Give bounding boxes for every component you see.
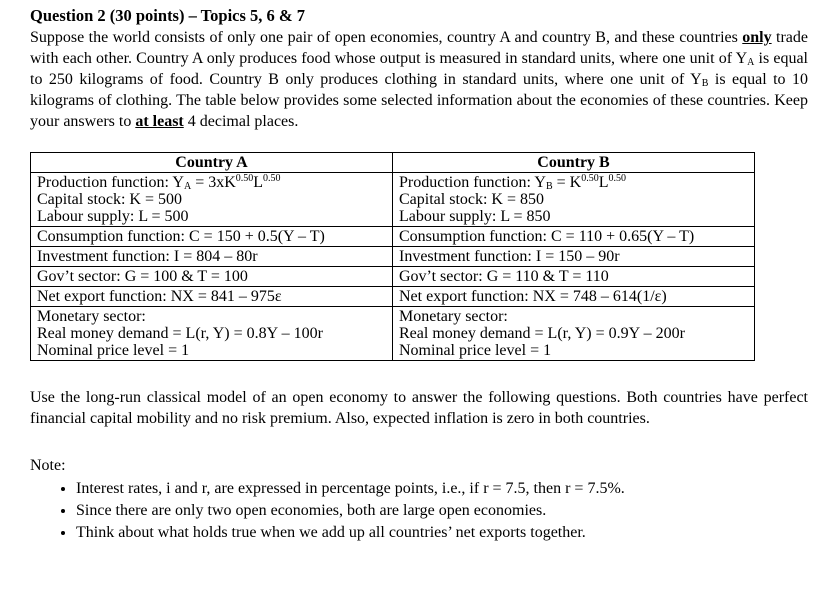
list-item: • Interest rates, i and r, are expressed in percentage points, i.e., if r = 7.5, then r = 7.5%. [76,478,808,500]
list-item: • Since there are only two open economies, both are large open economies. [76,500,808,522]
money-demand: Real money demand = L(r, Y) = 0.8Y – 100r [37,325,323,342]
intro-subscript-b: B [701,78,709,89]
production-subscript: B [545,181,553,192]
intro-paragraph [30,27,808,132]
production-capital: = K [552,174,582,191]
model-instructions: Use the long-run classical model of an open economy to answer the following questions. Both countries have perfect financial capital mobility and no risk premium. Also, expected inflation is zero in both countries. [30,389,808,427]
intro-text-3: is equal to 250 kilograms of food. Country B only produces clothing in standard units, where one unit of Y [30,50,809,88]
country-a-gov-sector: Gov’t sector: G = 100 & T = 100 [31,267,393,287]
capital-exponent: 0.50 [235,173,254,184]
money-demand: Real money demand = L(r, Y) = 0.9Y – 200r [399,325,685,342]
question-heading: Question 2 (30 points) – Topics 5, 6 & 7 [30,6,306,25]
country-b-capital: Capital stock: K = 850 [399,191,545,208]
labour-exponent: 0.50 [263,173,281,184]
country-b-gov-sector: Gov’t sector: G = 110 & T = 110 [393,267,755,287]
production-subscript: A [183,181,192,192]
country-b-monetary-sector [393,307,755,361]
notes-list [30,478,808,544]
table-row [31,173,755,227]
intro-text-2: trade with each other. Country A only produces food whose output is measured in standard units, where one unit of Y [30,29,809,67]
production-labour: L [598,174,609,191]
labour-exponent: 0.50 [608,173,626,184]
country-a-capital: Capital stock: K = 500 [37,191,183,208]
table-row [31,247,755,267]
note-title: Note: [30,457,66,474]
country-b-consumption: Consumption function: C = 110 + 0.65(Y – T) [393,227,755,247]
country-b-net-export: Net export function: NX = 748 – 614(1/ε) [393,287,755,307]
intro-only-emphasis: only [742,29,772,46]
country-a-consumption: Consumption function: C = 150 + 0.5(Y – T) [31,227,393,247]
country-b-investment: Investment function: I = 150 – 90r [393,247,755,267]
country-a-monetary-sector [31,307,393,361]
table-row [31,267,755,287]
country-a-production-function [31,173,393,227]
intro-text-1: Suppose the world consists of only one pair of open economies, country A and country B, and these countries [30,29,743,46]
price-level: Nominal price level = 1 [37,342,190,359]
production-label: Production function: Y [399,174,546,191]
country-b-labour: Labour supply: L = 850 [399,208,551,225]
intro-at-least-emphasis: at least [135,113,184,130]
country-b-production-function [393,173,755,227]
country-info-table [30,152,755,361]
country-a-net-export: Net export function: NX = 841 – 975ε [31,287,393,307]
country-a-header: Country A [31,153,393,173]
production-capital: = 3xK [191,174,236,191]
country-a-investment: Investment function: I = 804 – 80r [31,247,393,267]
table-row [31,153,755,173]
production-labour: L [253,174,264,191]
intro-text-5: 4 decimal places. [183,113,299,130]
production-label: Production function: Y [37,174,184,191]
country-b-header: Country B [393,153,755,173]
price-level: Nominal price level = 1 [399,342,552,359]
list-item: • Think about what holds true when we add up all countries’ net exports together. [76,522,808,544]
intro-text-4: is equal to 10 kilograms of clothing. The table below provides some selected information about the economies of these countries. Keep your answers to [30,71,809,130]
monetary-label: Monetary sector: [399,308,508,325]
table-row [31,287,755,307]
country-a-labour: Labour supply: L = 500 [37,208,189,225]
monetary-label: Monetary sector: [37,308,146,325]
table-row [31,307,755,361]
capital-exponent: 0.50 [581,173,599,184]
intro-subscript-a: A [747,57,755,68]
table-row [31,227,755,247]
